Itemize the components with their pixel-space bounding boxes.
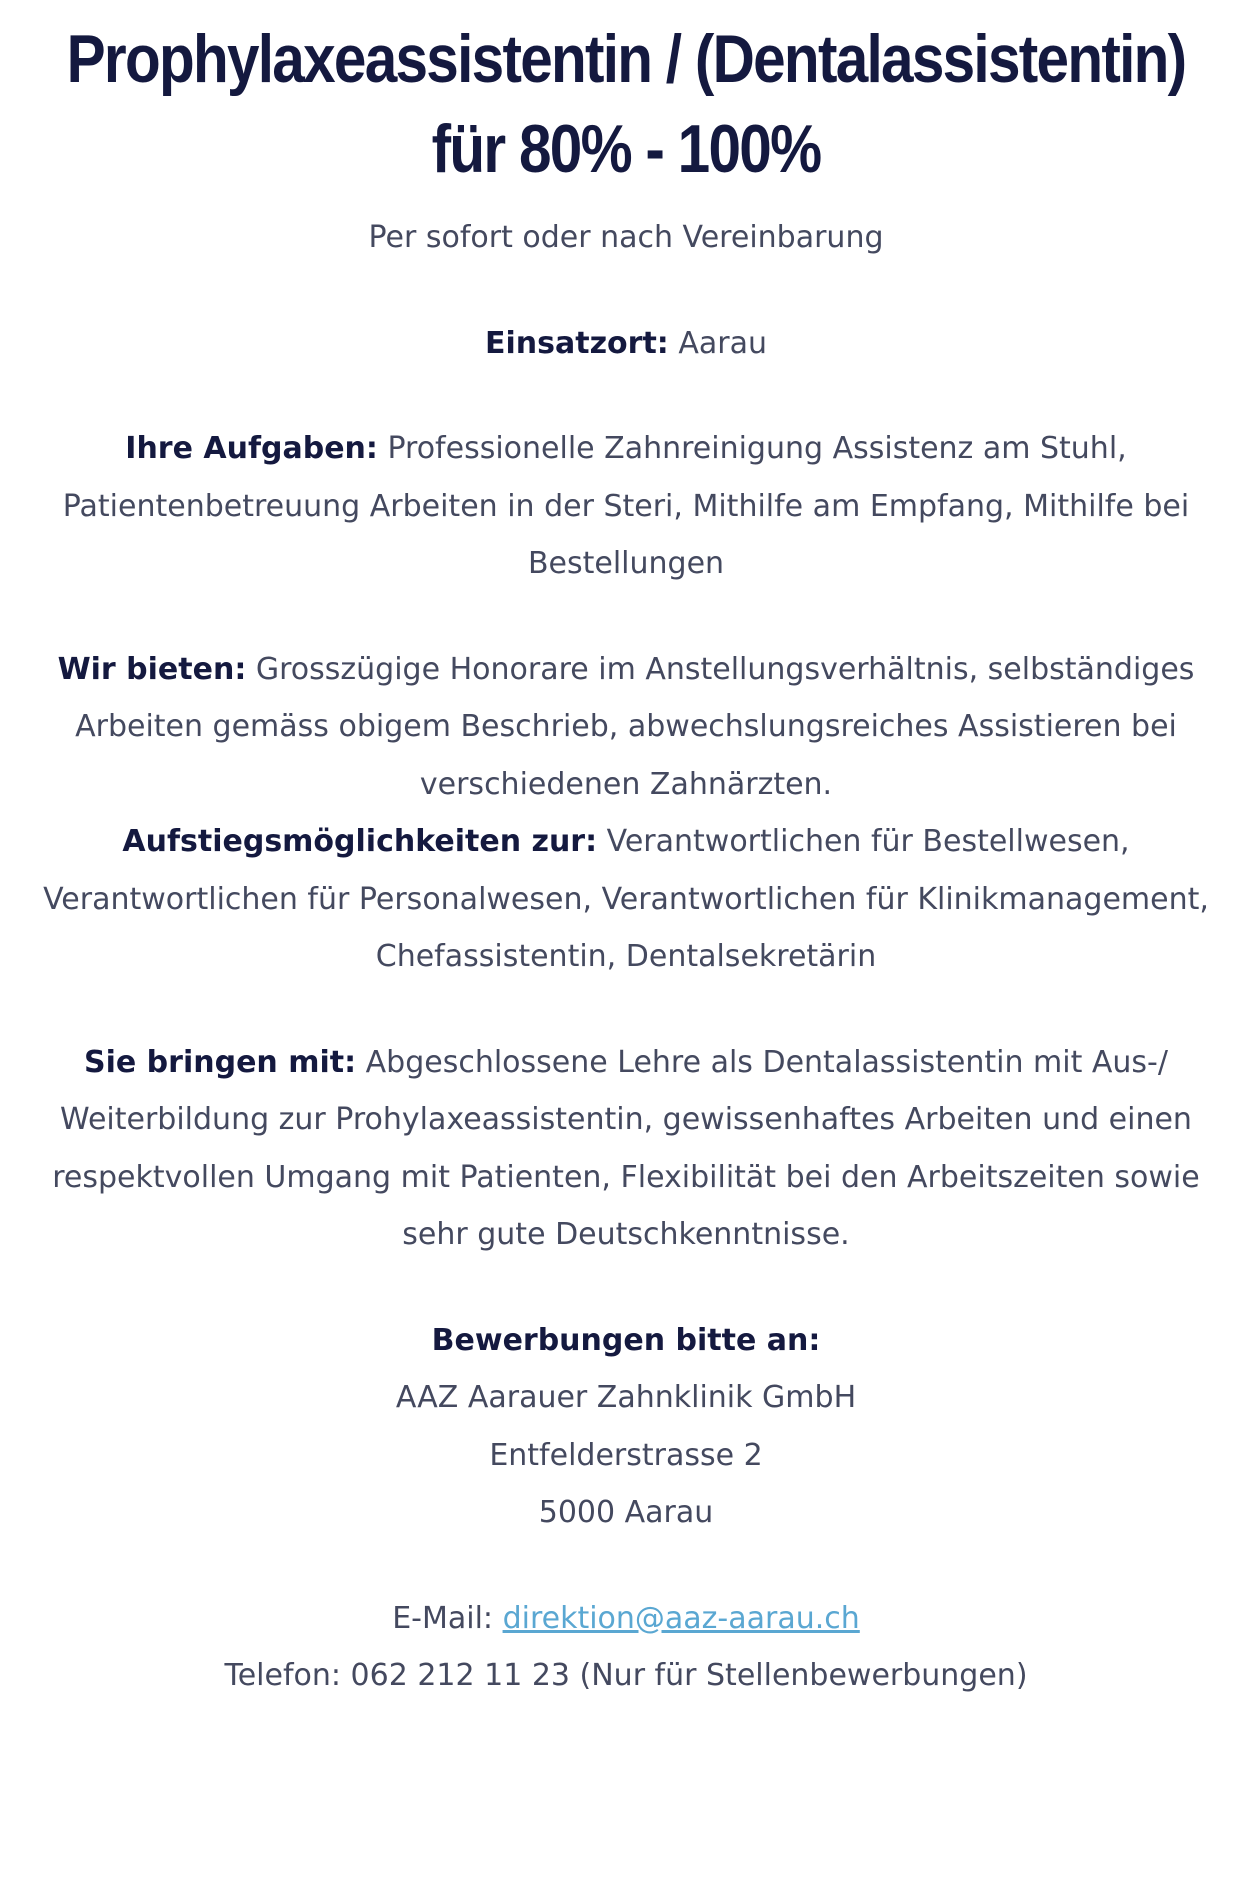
location-label: Einsatzort: bbox=[485, 325, 669, 361]
email-label: E-Mail: bbox=[392, 1600, 503, 1636]
offer-section bbox=[20, 641, 1232, 814]
requirements-value: Abgeschlossene Lehre als Dentalassistentin mit Aus-/ Weiterbildung zur Prohylaxeassistentin, gewissenhaftes Arbeiten und einen respektvollen Umgang mit Patienten, Flexibilität bei den Arbeitszeiten sowie sehr gute Deutschkenntnisse. bbox=[52, 1044, 1200, 1252]
offer-label: Wir bieten: bbox=[57, 651, 247, 687]
contact-info bbox=[20, 1590, 1232, 1705]
career-label: Aufstiegsmöglichkeiten zur: bbox=[122, 824, 598, 859]
tasks-label: Ihre Aufgaben: bbox=[125, 431, 378, 466]
city-address: 5000 Aarau bbox=[538, 1495, 714, 1530]
page-title: Prophylaxeassistentin / (Dentalassistentin) für 80% - 100% bbox=[66, 21, 1186, 187]
email-line bbox=[20, 1590, 1232, 1648]
start-date-text: Per sofort oder nach Vereinbarung bbox=[368, 220, 884, 255]
offer-value: Grosszügige Honorare im Anstellungsverhältnis, selbständiges Arbeiten gemäss obigem Beschrieb, abwechslungsreiches Assistieren bei verschiedenen Zahnärzten. bbox=[75, 651, 1195, 802]
career-section bbox=[20, 813, 1232, 986]
location-value: Aarau bbox=[668, 325, 767, 361]
tasks-section bbox=[20, 420, 1232, 593]
email-link[interactable]: direktion@aaz-aarau.ch bbox=[502, 1600, 860, 1636]
street-address: Entfelderstrasse 2 bbox=[489, 1437, 763, 1473]
career-value: Verantwortlichen für Bestellwesen, Verantwortlichen für Personalwesen, Verantwortlichen für Klinikmanagement, Chefassistentin, Dentalsekretärin bbox=[43, 824, 1209, 974]
location-section bbox=[20, 315, 1232, 373]
requirements-section bbox=[20, 1034, 1232, 1264]
company-name: AAZ Aarauer Zahnklinik GmbH bbox=[395, 1380, 857, 1415]
tasks-value: Professionelle Zahnreinigung Assistenz am Stuhl, Patientenbetreuung Arbeiten in der Steri, Mithilfe am Empfang, Mithilfe bei Bestellungen bbox=[62, 431, 1190, 581]
phone-line: Telefon: 062 212 11 23 (Nur für Stellenbewerbungen) bbox=[224, 1658, 1028, 1693]
apply-label: Bewerbungen bitte an: bbox=[431, 1322, 821, 1358]
requirements-label: Sie bringen mit: bbox=[84, 1044, 357, 1080]
application-address bbox=[20, 1312, 1232, 1542]
